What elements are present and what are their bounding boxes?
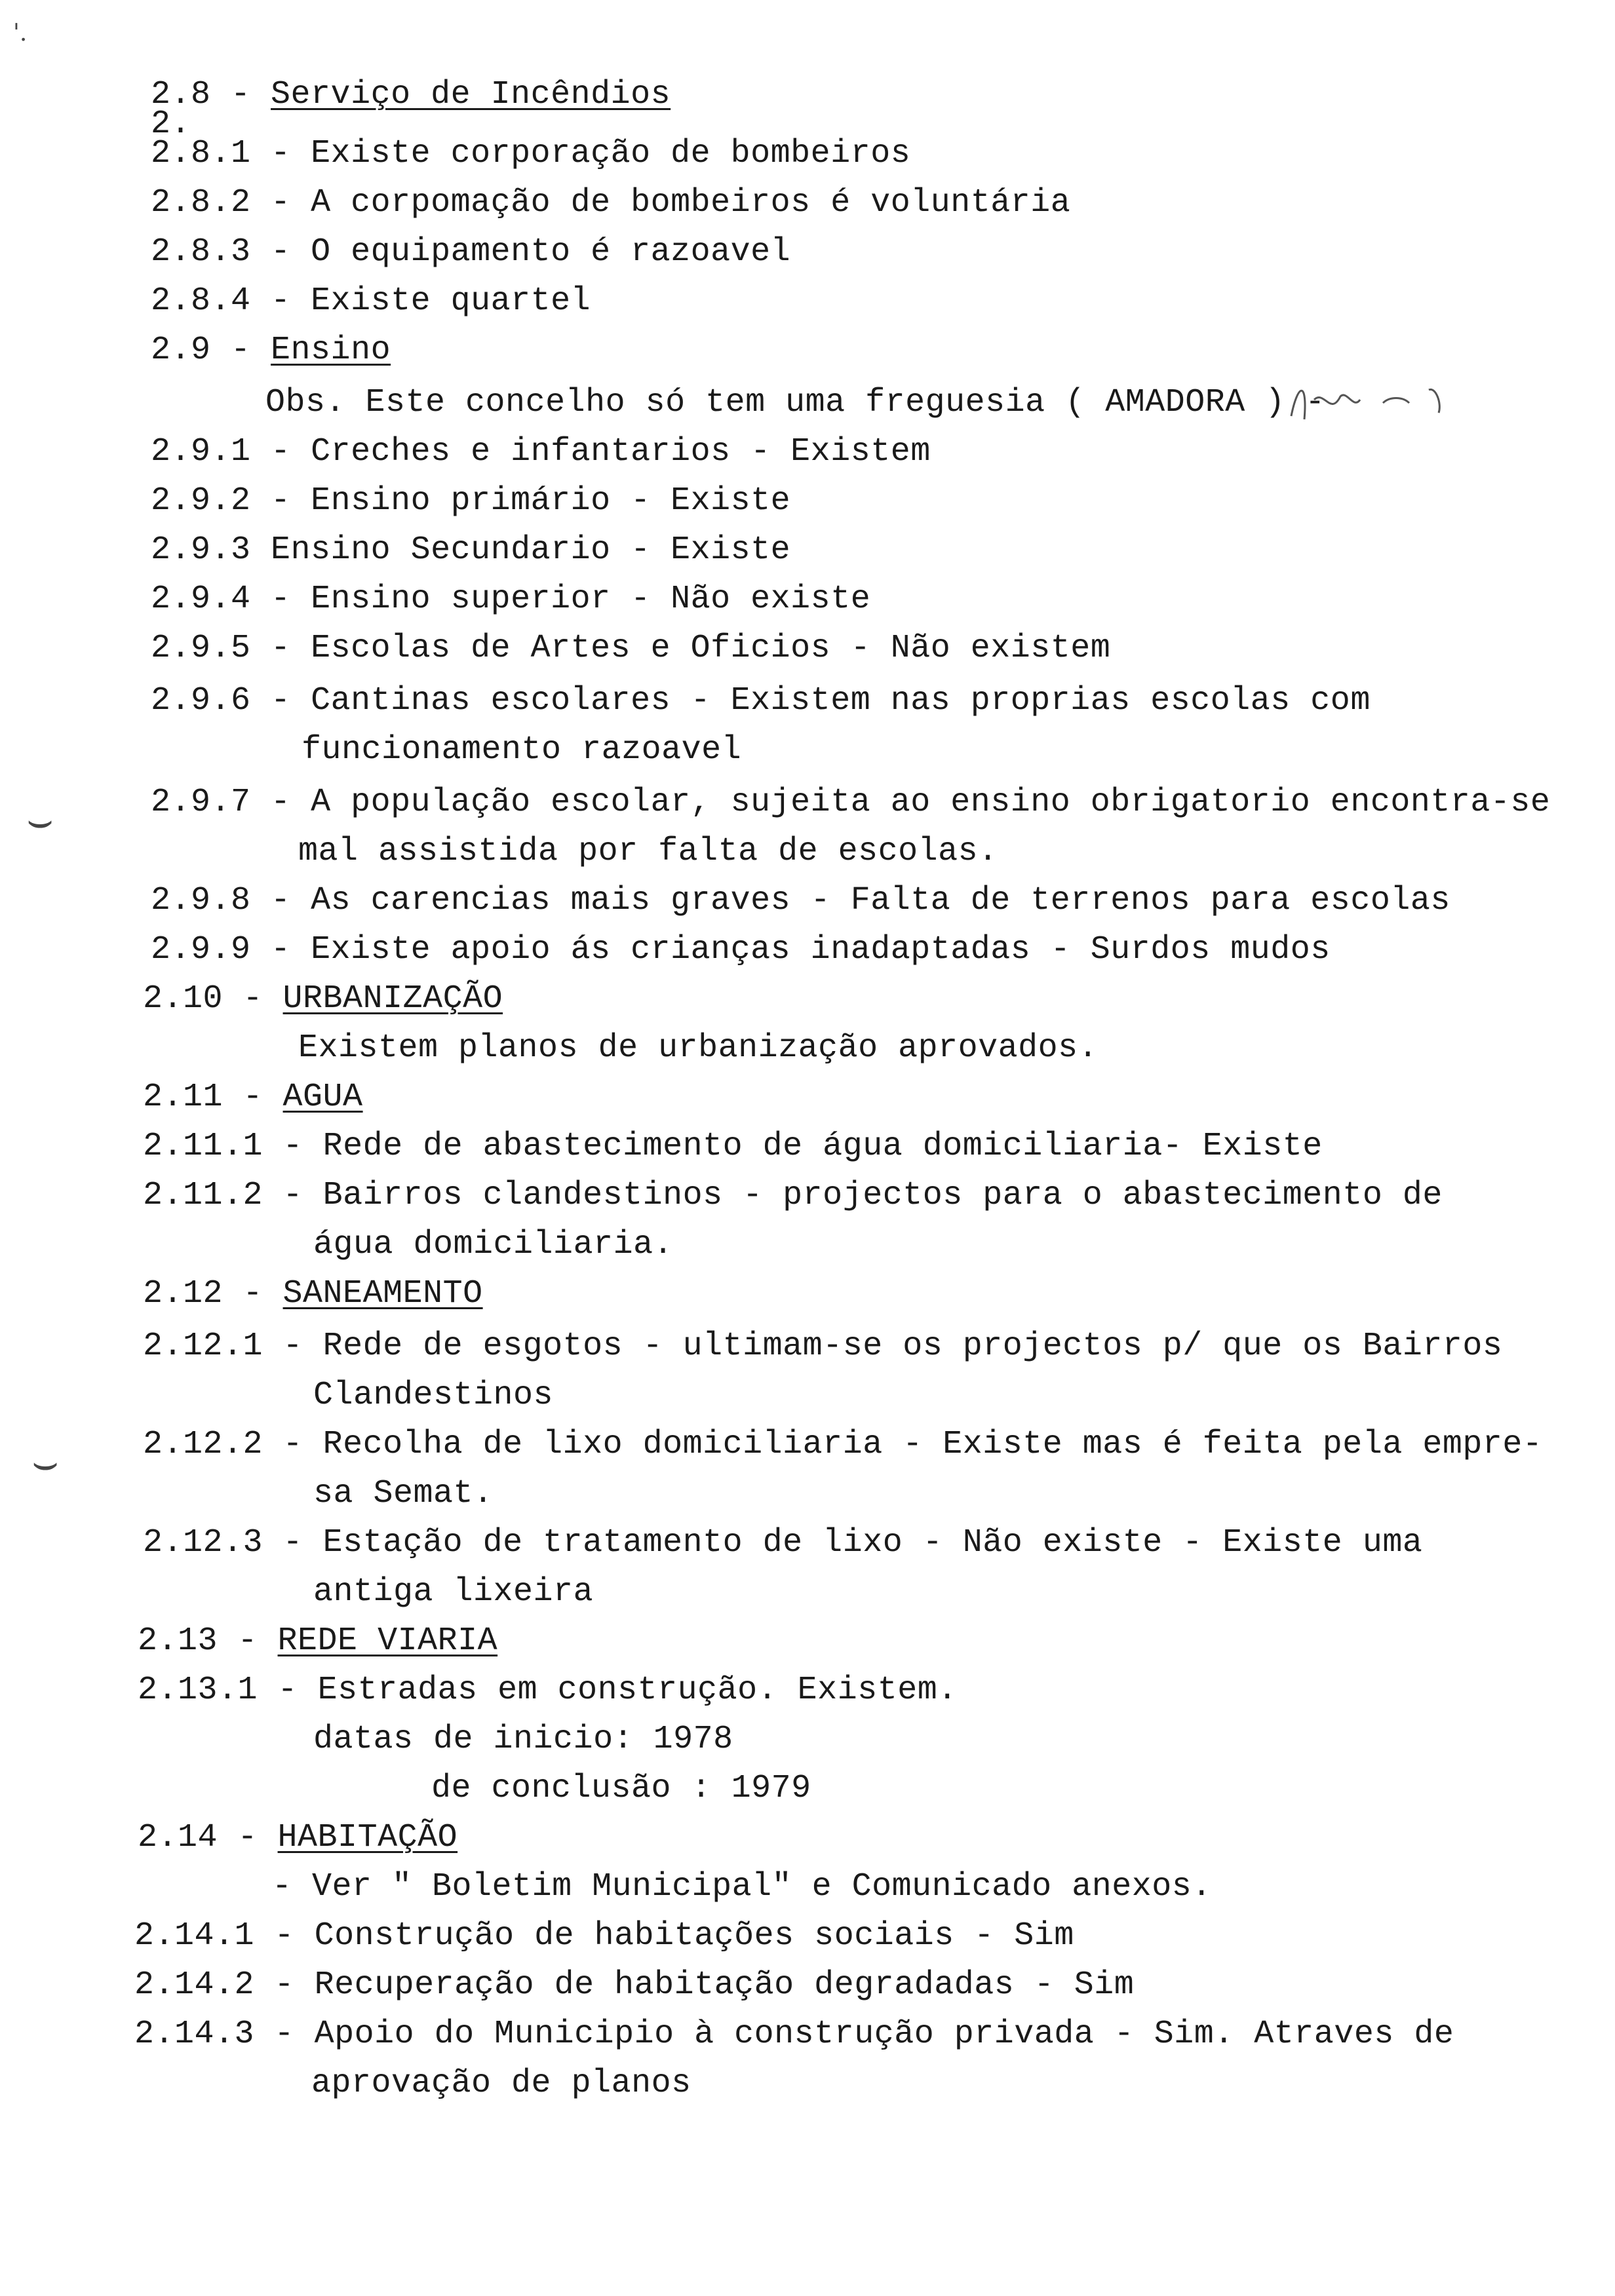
handwritten-annotation	[1278, 364, 1494, 436]
line-number: 2.14.2 -	[134, 1966, 295, 2004]
line-number: 2.12.2 -	[143, 1426, 303, 1463]
line-text: Escolas de Artes e Oficios - Não existem	[311, 630, 1111, 667]
line-text: Estradas em construção. Existem.	[317, 1672, 958, 1709]
line-number: 2.13 -	[138, 1622, 258, 1660]
line-text: Bairros clandestinos - projectos para o abastecimento de	[322, 1177, 1443, 1214]
line-number: 2.9.4 -	[151, 581, 291, 618]
left-margin-mark: ⌣	[26, 796, 54, 845]
item-2-9-6-continuation	[302, 731, 741, 770]
line-number: 2.8.4 -	[151, 282, 291, 320]
line-number: 2.8.2 -	[151, 184, 291, 221]
item-2-11-1	[143, 1127, 1323, 1166]
line-number: 2.11.2 -	[143, 1177, 303, 1214]
item-2-9-5	[151, 629, 1110, 668]
item-2-9-7-continuation	[298, 832, 998, 871]
line-text: Ensino primário - Existe	[311, 482, 791, 520]
line-text: Obs. Este concelho só tem uma freguesia ( AMADORA ) -	[265, 384, 1325, 421]
observation-line	[265, 383, 1325, 423]
section-title: SANEAMENTO	[282, 1275, 483, 1312]
line-text: Existem planos de urbanização aprovados.	[298, 1029, 1099, 1067]
item-2-9-8	[151, 881, 1450, 921]
line-number: 2.9.1 -	[151, 433, 291, 470]
item-2-9-7	[151, 783, 1550, 822]
line-text: Ensino superior - Não existe	[311, 581, 871, 618]
line-text: Existe quartel	[311, 282, 591, 320]
section-title: REDE VIARIA	[277, 1622, 498, 1660]
item-2-12-1-continuation	[313, 1376, 553, 1415]
line-number: 2.9.3	[151, 531, 251, 569]
line-text: Creches e infantarios - Existem	[311, 433, 931, 470]
line-text: Rede de esgotos - ultimam-se os projectos p/ que os Bairros	[322, 1328, 1503, 1365]
line-number: 2.9 -	[151, 332, 251, 369]
line-number: 2.12.1 -	[143, 1328, 303, 1365]
section-2-9-heading	[151, 331, 391, 370]
line-text: A população escolar, sujeita ao ensino obrigatorio encontra-se	[311, 784, 1551, 821]
section-2-11-heading	[143, 1078, 363, 1117]
top-left-margin-mark: '.	[13, 20, 28, 47]
section-2-14-heading	[138, 1818, 457, 1858]
item-2-9-4	[151, 580, 870, 619]
line-text: A corpomação de bombeiros é voluntária	[311, 184, 1071, 221]
line-number: 2.8 -	[151, 76, 251, 113]
line-number: 2.11.1 -	[143, 1128, 303, 1165]
left-margin-mark: ⌣	[31, 1438, 60, 1487]
line-number: 2.8.3 -	[151, 233, 291, 271]
end-date-line	[431, 1769, 811, 1808]
line-text: Recuperação de habitação degradadas - Sim	[314, 1966, 1135, 2004]
line-text: Estação de tratamento de lixo - Não existe - Existe uma	[322, 1524, 1423, 1561]
line-number: 2.9.2 -	[151, 482, 291, 520]
item-2-9-9	[151, 930, 1331, 970]
line-number: 2.14.1 -	[134, 1917, 295, 1955]
line-number: 2.8.1 -	[151, 135, 291, 172]
section-title: URBANIZAÇÃO	[282, 980, 503, 1018]
line-text: de conclusão : 1979	[431, 1770, 811, 1807]
line-number: 2.13.1 -	[138, 1672, 298, 1709]
line-text: Existe apoio ás crianças inadaptadas - Surdos mudos	[311, 931, 1331, 968]
line-number: 2.14.3 -	[134, 2016, 295, 2053]
item-2-9-2	[151, 482, 790, 521]
line-number: 2.14 -	[138, 1819, 258, 1856]
line-text: funcionamento razoavel	[302, 731, 742, 769]
line-number: 2.	[151, 105, 191, 143]
line-number: 2.9.8 -	[151, 882, 291, 919]
item-2-8-2	[151, 183, 1070, 223]
item-2-11-2-continuation	[313, 1225, 673, 1265]
line-text: O equipamento é razoavel	[311, 233, 791, 271]
item-2-8-4	[151, 282, 591, 321]
line-text: Ensino Secundario - Existe	[271, 531, 791, 569]
line-text: mal assistida por falta de escolas.	[298, 833, 998, 870]
item-2-12-3-continuation	[313, 1573, 593, 1612]
item-2-9-3	[151, 531, 790, 570]
line-number: 2.9.5 -	[151, 630, 291, 667]
urbanizacao-text	[298, 1029, 1098, 1068]
section-title: HABITAÇÃO	[277, 1819, 458, 1856]
habitacao-note	[272, 1867, 1212, 1907]
line-text: Cantinas escolares - Existem nas proprias escolas com	[311, 682, 1371, 719]
section-2-12-heading	[143, 1274, 483, 1314]
item-2-13-1	[138, 1671, 958, 1710]
line-text: Existe corporação de bombeiros	[311, 135, 911, 172]
line-number: 2.9.7 -	[151, 784, 291, 821]
line-text: Rede de abastecimento de água domiciliaria- Existe	[322, 1128, 1323, 1165]
line-text: antiga lixeira	[313, 1573, 594, 1611]
line-number: 2.10 -	[143, 980, 263, 1018]
item-2-11-2	[143, 1176, 1443, 1215]
section-title: AGUA	[282, 1079, 363, 1116]
section-2-10-heading	[143, 980, 503, 1019]
line-text: Clandestinos	[313, 1377, 554, 1414]
item-2-12-2-continuation	[313, 1474, 494, 1514]
line-text: - Ver " Boletim Municipal" e Comunicado anexos.	[272, 1868, 1212, 1905]
item-2-9-6	[151, 681, 1371, 721]
line-text: datas de inicio: 1978	[313, 1721, 733, 1758]
section-2-8-heading	[151, 75, 671, 115]
line-number: 2.12 -	[143, 1275, 263, 1312]
line-text: água domiciliaria.	[313, 1226, 674, 1263]
item-2-12-3	[143, 1523, 1422, 1563]
line-text: As carencias mais graves - Falta de terrenos para escolas	[311, 882, 1450, 919]
line-number: 2.9.9 -	[151, 931, 291, 968]
line-number: 2.11 -	[143, 1079, 263, 1116]
item-2-14-3-continuation	[311, 2064, 691, 2103]
item-2-9-1	[151, 432, 931, 472]
item-2-14-1	[134, 1917, 1074, 1956]
item-2-12-1	[143, 1327, 1502, 1366]
line-text: Construção de habitações sociais - Sim	[314, 1917, 1074, 1955]
line-text: Recolha de lixo domiciliaria - Existe mas é feita pela empre-	[322, 1426, 1543, 1463]
line-number: 2.12.3 -	[143, 1524, 303, 1561]
section-2-13-heading	[138, 1622, 497, 1661]
item-2-14-3	[134, 2015, 1454, 2054]
start-date-line	[313, 1720, 733, 1759]
line-text: aprovação de planos	[311, 2065, 691, 2102]
item-2-14-2	[134, 1966, 1134, 2005]
section-title: Serviço de Incêndios	[271, 76, 671, 113]
item-2-8-3	[151, 233, 790, 272]
section-title: Ensino	[271, 332, 391, 369]
line-number: 2.9.6 -	[151, 682, 291, 719]
item-2-12-2	[143, 1425, 1542, 1464]
line-text: Apoio do Municipio à construção privada - Sim. Atraves de	[314, 2016, 1454, 2053]
line-text: sa Semat.	[313, 1475, 494, 1512]
item-2-8-1	[151, 134, 910, 174]
